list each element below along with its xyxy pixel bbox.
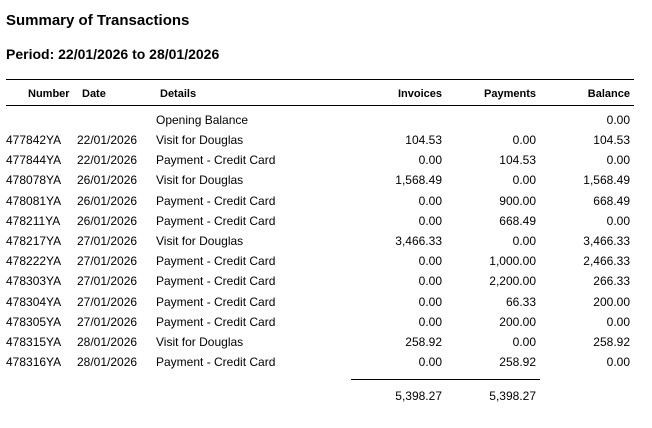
- row-balance: 0.00: [606, 315, 630, 329]
- row-date: 27/01/2026: [77, 274, 138, 288]
- row-details: Payment - Credit Card: [156, 194, 276, 208]
- row-number: 478222YA: [6, 254, 62, 268]
- row-number: 478211YA: [6, 214, 61, 228]
- row-invoices: 0.00: [418, 274, 442, 288]
- column-header-date: Date: [82, 88, 106, 100]
- row-balance: 266.33: [593, 274, 630, 288]
- row-details: Payment - Credit Card: [156, 214, 276, 228]
- row-invoices: 1,568.49: [395, 173, 442, 187]
- row-balance: 0.00: [606, 355, 630, 369]
- row-number: 478316YA: [6, 355, 62, 369]
- row-date: 22/01/2026: [77, 153, 138, 167]
- row-date: 28/01/2026: [77, 335, 138, 349]
- row-number: 478078YA: [6, 173, 62, 187]
- row-payments: 0.00: [512, 335, 536, 349]
- row-payments: 668.49: [499, 214, 536, 228]
- row-payments: 104.53: [499, 153, 536, 167]
- row-payments: 258.92: [499, 355, 536, 369]
- row-date: 27/01/2026: [77, 254, 138, 268]
- row-invoices: 0.00: [418, 315, 442, 329]
- row-date: 27/01/2026: [77, 234, 138, 248]
- row-date: 22/01/2026: [77, 133, 138, 147]
- row-balance: 668.49: [593, 194, 630, 208]
- row-date: 26/01/2026: [77, 194, 138, 208]
- row-balance: 200.00: [593, 295, 630, 309]
- row-invoices: 0.00: [418, 295, 442, 309]
- column-header-number: Number: [28, 88, 70, 100]
- row-balance: 0.00: [606, 214, 630, 228]
- row-number: 478315YA: [6, 335, 62, 349]
- row-invoices: 3,466.33: [395, 234, 442, 248]
- row-date: 27/01/2026: [77, 295, 138, 309]
- row-balance: 104.53: [593, 133, 630, 147]
- header-rule: [6, 105, 634, 106]
- row-details: Visit for Douglas: [156, 133, 244, 147]
- total-invoices: 5,398.27: [395, 389, 442, 403]
- page-title: Summary of Transactions: [6, 12, 190, 29]
- row-number: 478304YA: [6, 295, 62, 309]
- opening-balance-label: Opening Balance: [156, 113, 249, 127]
- row-number: 478217YA: [6, 234, 62, 248]
- row-date: 26/01/2026: [77, 214, 138, 228]
- table-top-rule: [6, 79, 634, 80]
- row-date: 27/01/2026: [77, 315, 138, 329]
- row-invoices: 0.00: [418, 355, 442, 369]
- column-header-invoices: Invoices: [397, 88, 442, 100]
- row-details: Payment - Credit Card: [156, 295, 276, 309]
- row-payments: 0.00: [512, 133, 536, 147]
- row-details: Payment - Credit Card: [156, 254, 276, 268]
- row-payments: 0.00: [512, 234, 536, 248]
- row-details: Visit for Douglas: [156, 234, 244, 248]
- row-payments: 900.00: [499, 194, 536, 208]
- row-number: 478081YA: [6, 194, 62, 208]
- column-header-payments: Payments: [484, 88, 536, 100]
- row-details: Payment - Credit Card: [156, 153, 276, 167]
- row-payments: 2,200.00: [489, 274, 536, 288]
- row-payments: 1,000.00: [489, 254, 536, 268]
- column-header-balance: Balance: [587, 88, 630, 100]
- row-number: 478303YA: [6, 274, 62, 288]
- row-invoices: 104.53: [405, 133, 442, 147]
- row-invoices: 258.92: [405, 335, 442, 349]
- opening-balance-value: 0.00: [606, 113, 630, 127]
- row-details: Visit for Douglas: [156, 173, 244, 187]
- row-payments: 0.00: [512, 173, 536, 187]
- row-invoices: 0.00: [418, 194, 442, 208]
- row-details: Payment - Credit Card: [156, 315, 276, 329]
- row-details: Visit for Douglas: [156, 335, 244, 349]
- row-balance: 258.92: [593, 335, 630, 349]
- row-details: Payment - Credit Card: [156, 274, 276, 288]
- row-invoices: 0.00: [418, 254, 442, 268]
- row-balance: 2,466.33: [583, 254, 630, 268]
- row-number: 477844YA: [6, 153, 62, 167]
- row-balance: 1,568.49: [583, 173, 630, 187]
- row-payments: 66.33: [505, 295, 536, 309]
- row-number: 478305YA: [6, 315, 62, 329]
- period-heading: Period: 22/01/2026 to 28/01/2026: [6, 46, 220, 62]
- totals-rule: [351, 379, 540, 380]
- row-balance: 3,466.33: [583, 234, 630, 248]
- row-date: 26/01/2026: [77, 173, 138, 187]
- row-balance: 0.00: [606, 153, 630, 167]
- total-payments: 5,398.27: [489, 389, 536, 403]
- row-number: 477842YA: [6, 133, 62, 147]
- row-date: 28/01/2026: [77, 355, 138, 369]
- column-header-details: Details: [160, 88, 197, 100]
- row-details: Payment - Credit Card: [156, 355, 276, 369]
- row-invoices: 0.00: [418, 214, 442, 228]
- row-payments: 200.00: [499, 315, 536, 329]
- row-invoices: 0.00: [418, 153, 442, 167]
